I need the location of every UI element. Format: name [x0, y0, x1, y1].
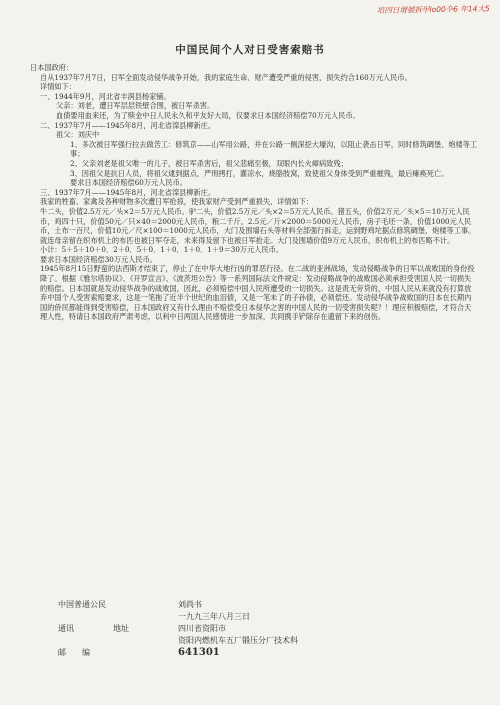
handwritten-annotation: 培四日增號拆甲lo00卆6 年14大5 [377, 4, 491, 15]
paragraph: 3、因祖父是抗日人员，将祖父逮到据点，严刑拷打，灌凉水，烧胳肢窝，致使祖父身体受到严重摧残，最后瘫痪死亡。 [70, 168, 449, 178]
address-line-1: 四川省资阳市 [178, 624, 226, 633]
paragraph: 1945年8月15日野蛮的法西斯才结束了，停止了在中华大地行凶的罪恶行径。在二战的亚洲战场，发动侵略战争的日军以战败国的身份投降了。根据《雅尔塔协议》、《开罗宣言》、《波茨坦公告》等一系列国际法文件规定：发动侵略战争的战败国必须承担受害国人民一切损失的赔偿。日本国就是发动侵华战争的战败国，因此，必须赔偿中国人民所遭受的一切损失。这是责无旁贷的，中国人民从来就没有打算放弃中国个人受害索赔要求，这是一笔拖了近半个世纪的血泪债，又是一笔未了的子孙债，必须偿还。发动侵华战争战败国的日本在长期内国的侨民都能得到受害赔偿，日本国政府又有什么理由不赔偿受日本侵华之害的中国人民的一切受害损失呢？！理应积极赔偿，才符合天理人性，特请日本国政府严肃考虑，以利中日两国人民感情进一步加深，共同携手铲除存在遗留下来的创伤。 [40, 264, 475, 322]
paragraph: 我家的牲畜、家禽及各种财物多次遭日军抢掠，使我家财产受到严重损失，详情如下： [40, 197, 314, 207]
paragraph: 小计：5＋5＋10＋0．2＋0．5＋0．1＋0．1＋0．1＋9＝30万元人民币。 [40, 245, 284, 255]
sender-label: 中国普通公民 [58, 600, 106, 609]
document-title: 中国民间个人对日受害索赔书 [175, 44, 325, 56]
paragraph: 2、父亲刘老是祖父唯一的儿子，被日军杀害后，祖父悲痛至极，双眼内长火瘴病致残； [70, 158, 348, 168]
postcode-label: 邮 编 [58, 648, 90, 657]
address-line-2: 资阳内燃机车五厂锻压分厂技术科 [178, 636, 298, 645]
signature-date: 一九九三年八月三日 [178, 612, 250, 621]
letter-body [30, 63, 478, 322]
paragraph: 要求日本国经济赔偿30万元人民币。 [40, 254, 157, 264]
postcode: 641301 [178, 647, 220, 658]
paragraph: 血债要用血来还，为了赎金中日人民永久和平友好大局，仅要求日本国经济赔偿70万元人民币。 [56, 110, 360, 120]
paragraph: 二、1937年7月——1945年8月，河北省滦县柳新庄。 [40, 120, 216, 130]
paragraph: 一、1944年9月，河北省丰润县杨家铺。 [40, 91, 171, 101]
paragraph: 要求日本国经济赔偿60万元人民币。 [70, 178, 187, 188]
paragraph: 自从1937年7月7日，日军全面发动侵华战争开始，我的家庭生命、财产遭受严重的侵害，损失约合160万元人民币。 [40, 72, 412, 82]
signature-block [58, 599, 298, 659]
paragraph: 三、1937年7月——1945年8月，河北省滦县柳新庄。 [40, 187, 216, 197]
paragraph: 1、多次被日军强行拉去做苦工：修筑京——山军用公路，并在公路一侧深挖大壕沟，以阻止袭击日军，同时修筑碉堡、炮楼等工事； [70, 139, 478, 159]
sender-name: 刘尚书 [178, 600, 202, 609]
address-label: 通讯 [58, 624, 74, 633]
paragraph: 父亲：刘老，遭日军层层铁壁合围，被日军杀害。 [56, 101, 215, 111]
paragraph: 祖父：刘庆中 [56, 130, 100, 140]
address-sublabel: 地址 [113, 624, 129, 633]
paragraph: 日本国政府： [30, 63, 74, 72]
paragraph: 牛二头，价值2.5万元／头×2＝5万元人民币。驴二头，价值2.5万元／头×2＝5万元人民币。猪五头，价值2万元／头×5＝10万元人民币，鸡四十只，价值50元／只×40＝2000元人民币，粮二千斤，2.5元／斤×2000＝5000元人民币，房子毛坯一条，价值1000元人民币，土布一百尺，价值10元／尺×100＝1000元人民币，大门及围墙石头等材料全部强行拆走，运到野鸡坨据点修筑碉堡、炮楼等工事。就连母亲留在织布机上的布匹也被日军夺走，未来得及留下也被日军抢走。大门及围墙价值9万元人民币，织布机上的布匹略不计。 [40, 206, 476, 245]
paragraph: 详情如下： [40, 82, 76, 92]
